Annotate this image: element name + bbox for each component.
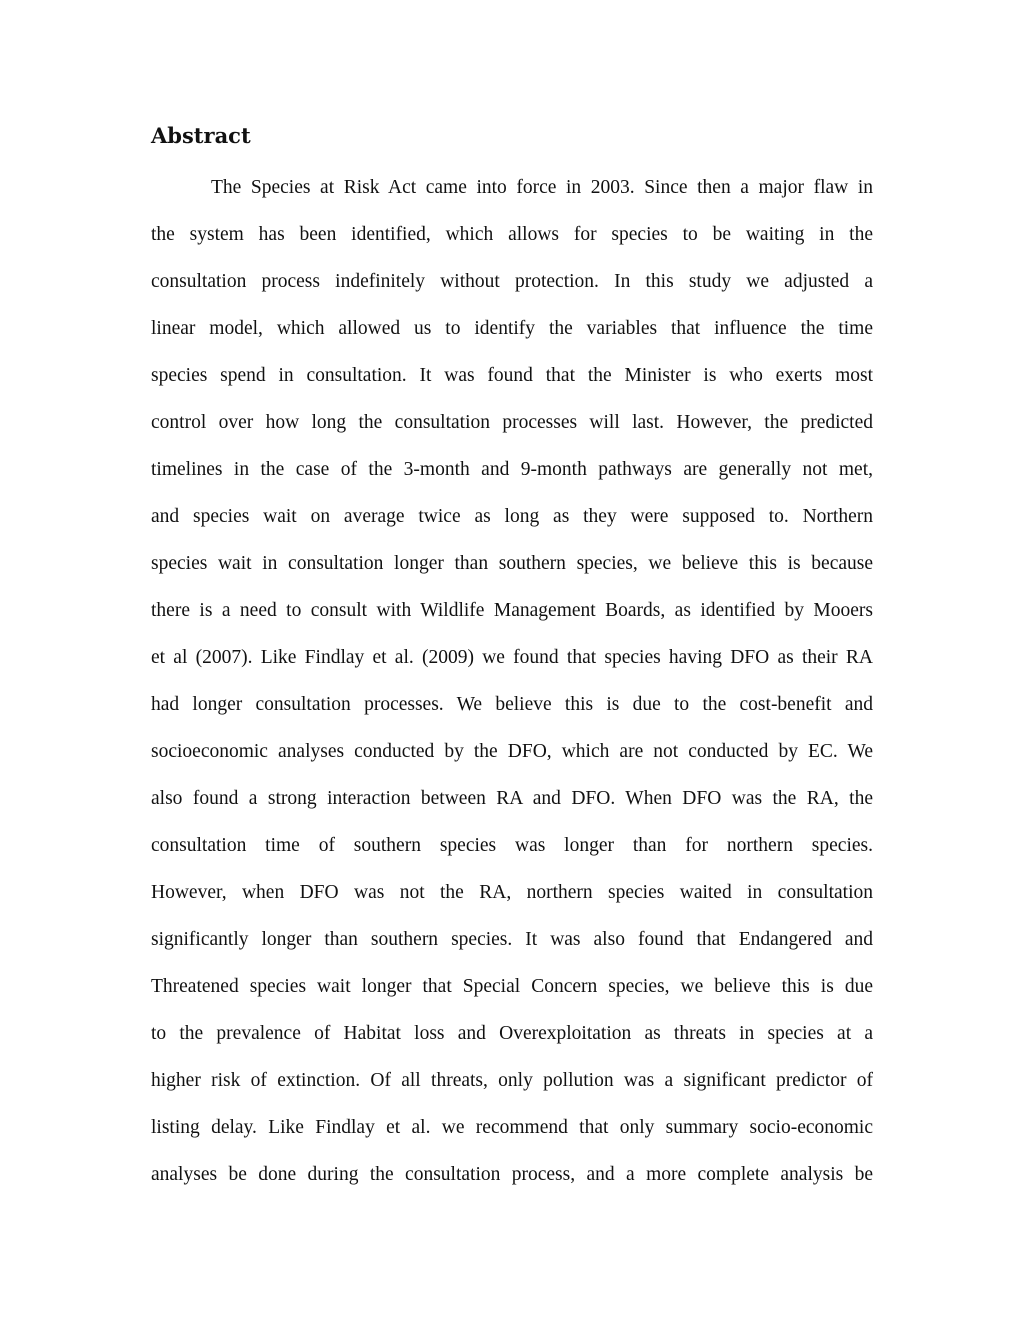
paragraph-line: Threatened species wait longer that Special Concern species, we believe this is due (151, 976, 873, 997)
paragraph-line: timelines in the case of the 3-month and 9-month pathways are generally not met, (151, 459, 873, 480)
paragraph-line: and species wait on average twice as long as they were supposed to. Northern (151, 506, 873, 527)
paragraph-line: higher risk of extinction. Of all threats, only pollution was a significant predictor of (151, 1070, 873, 1091)
paragraph-line: socioeconomic analyses conducted by the DFO, which are not conducted by EC. We (151, 741, 873, 762)
paragraph-line: control over how long the consultation processes will last. However, the predicted (151, 412, 873, 433)
paragraph-line: The Species at Risk Act came into force in 2003. Since then a major flaw in (211, 177, 873, 198)
paragraph-line: the system has been identified, which allows for species to be waiting in the (151, 224, 873, 245)
paragraph-line: linear model, which allowed us to identify the variables that influence the time (151, 318, 873, 339)
paragraph-line: also found a strong interaction between RA and DFO. When DFO was the RA, the (151, 788, 873, 809)
paragraph-line: species wait in consultation longer than southern species, we believe this is because (151, 553, 873, 574)
paragraph-line: consultation process indefinitely without protection. In this study we adjusted a (151, 271, 873, 292)
paragraph-line: listing delay. Like Findlay et al. we recommend that only summary socio-economic (151, 1117, 873, 1138)
paragraph-line: significantly longer than southern species. It was also found that Endangered and (151, 929, 873, 950)
paragraph-line: to the prevalence of Habitat loss and Overexploitation as threats in species at a (151, 1023, 873, 1044)
paragraph-line: However, when DFO was not the RA, northern species waited in consultation (151, 882, 873, 903)
paragraph-line: et al (2007). Like Findlay et al. (2009) we found that species having DFO as their RA (151, 647, 873, 668)
paragraph-line: consultation time of southern species was longer than for northern species. (151, 835, 873, 856)
paragraph-line: there is a need to consult with Wildlife Management Boards, as identified by Mooers (151, 600, 873, 621)
paragraph-line: had longer consultation processes. We believe this is due to the cost-benefit and (151, 694, 873, 715)
paragraph-line: analyses be done during the consultation process, and a more complete analysis be (151, 1164, 873, 1185)
abstract-paragraph (151, 174, 873, 1208)
section-heading: Abstract (151, 123, 251, 148)
paragraph-line: species spend in consultation. It was found that the Minister is who exerts most (151, 365, 873, 386)
